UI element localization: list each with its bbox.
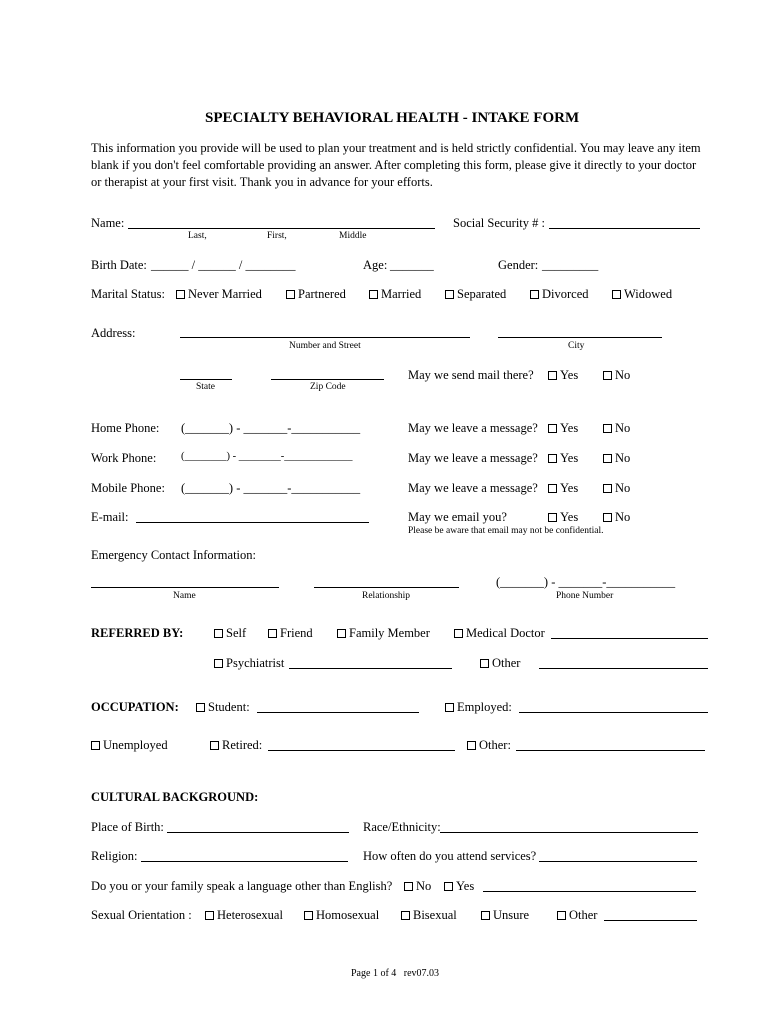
emergency-name-field[interactable] — [91, 587, 279, 588]
city-caption: City — [568, 341, 585, 351]
checkbox-icon[interactable] — [337, 629, 346, 638]
state-caption: State — [196, 382, 215, 392]
checkbox-icon[interactable] — [603, 484, 612, 493]
name-field[interactable] — [128, 228, 435, 229]
checkbox-icon[interactable] — [548, 484, 557, 493]
marital-married[interactable]: Married — [369, 287, 421, 302]
ssn-field[interactable] — [549, 228, 700, 229]
marital-divorced[interactable]: Divorced — [530, 287, 589, 302]
referred-other[interactable]: Other — [480, 656, 520, 671]
home-phone-field[interactable]: (_______) - _______-___________ — [181, 421, 361, 435]
checkbox-icon[interactable] — [467, 741, 476, 750]
name-last-caption: Last, — [188, 231, 207, 241]
race-ethnicity-field[interactable] — [440, 832, 698, 833]
zip-caption: Zip Code — [310, 382, 346, 392]
intro-paragraph: This information you provide will be used to plan your treatment and is held strictly confidential. You may leave any item blank if you don't feel comfortable providing an answer. After completing this form, please give it directly to your doctor or therapist at your first visit. Thank you in advance for your efforts. — [91, 141, 701, 189]
student-field[interactable] — [257, 712, 419, 713]
emergency-phone-caption: Phone Number — [556, 591, 614, 601]
orientation-heterosexual[interactable]: Heterosexual — [205, 908, 283, 923]
place-of-birth-field[interactable] — [167, 832, 349, 833]
emergency-relationship-field[interactable] — [314, 587, 459, 588]
emergency-relationship-caption: Relationship — [362, 591, 411, 601]
checkbox-icon[interactable] — [548, 454, 557, 463]
referred-by-label: REFERRED BY: — [91, 626, 184, 640]
checkbox-icon[interactable] — [480, 659, 489, 668]
home-message-yes[interactable]: Yes — [548, 421, 578, 436]
orientation-homosexual[interactable]: Homosexual — [304, 908, 379, 923]
work-phone-field[interactable]: (________) - ________-_____________ — [181, 451, 353, 462]
referred-family-member[interactable]: Family Member — [337, 626, 430, 641]
birth-date-field[interactable]: ______ / ______ / ________ — [151, 258, 296, 272]
mobile-message-no[interactable]: No — [603, 481, 630, 496]
employed-field[interactable] — [519, 712, 708, 713]
work-message-no[interactable]: No — [603, 451, 630, 466]
mobile-phone-field[interactable]: (_______) - _______-___________ — [181, 481, 361, 495]
sexual-orientation-label: Sexual Orientation : — [91, 908, 192, 922]
religion-label: Religion: — [91, 849, 138, 863]
city-field[interactable] — [498, 337, 662, 338]
work-phone-label: Work Phone: — [91, 451, 157, 465]
mobile-phone-label: Mobile Phone: — [91, 481, 165, 495]
checkbox-icon[interactable] — [369, 290, 378, 299]
orientation-other-field[interactable] — [604, 920, 697, 921]
page-number: Page 1 of 4 — [351, 968, 397, 979]
marital-status-label: Marital Status: — [91, 287, 165, 301]
ssn-label: Social Security # : — [453, 216, 545, 230]
orientation-bisexual[interactable]: Bisexual — [401, 908, 457, 923]
marital-widowed[interactable]: Widowed — [612, 287, 672, 302]
religion-field[interactable] — [141, 861, 348, 862]
retired-field[interactable] — [268, 750, 455, 751]
checkbox-icon[interactable] — [404, 882, 413, 891]
name-label: Name: — [91, 216, 125, 230]
orientation-other[interactable]: Other — [557, 908, 597, 923]
home-phone-label: Home Phone: — [91, 421, 160, 435]
referred-medical-doctor[interactable]: Medical Doctor — [454, 626, 545, 641]
emergency-phone-field[interactable]: (_______) - _______-___________ — [496, 575, 676, 589]
referred-psychiatrist[interactable]: Psychiatrist — [214, 656, 284, 671]
checkbox-icon[interactable] — [603, 454, 612, 463]
checkbox-icon[interactable] — [176, 290, 185, 299]
street-field[interactable] — [180, 337, 470, 338]
checkbox-icon[interactable] — [205, 911, 214, 920]
checkbox-icon[interactable] — [445, 703, 454, 712]
checkbox-icon[interactable] — [91, 741, 100, 750]
checkbox-icon[interactable] — [481, 911, 490, 920]
referred-self[interactable]: Self — [214, 626, 246, 641]
orientation-unsure[interactable]: Unsure — [481, 908, 529, 923]
checkbox-icon[interactable] — [612, 290, 621, 299]
marital-separated[interactable]: Separated — [445, 287, 506, 302]
email-label: E-mail: — [91, 510, 129, 524]
email-confidentiality-note: Please be aware that email may not be confidential. — [408, 526, 604, 536]
marital-partnered[interactable]: Partnered — [286, 287, 346, 302]
checkbox-icon[interactable] — [268, 629, 277, 638]
place-of-birth-label: Place of Birth: — [91, 820, 164, 834]
work-message-yes[interactable]: Yes — [548, 451, 578, 466]
services-question: How often do you attend services? — [363, 849, 537, 863]
checkbox-icon[interactable] — [196, 703, 205, 712]
referred-other-field[interactable] — [539, 668, 708, 669]
zip-field[interactable] — [271, 379, 384, 380]
state-field[interactable] — [180, 379, 232, 380]
checkbox-icon[interactable] — [603, 424, 612, 433]
work-message-question: May we leave a message? — [408, 451, 538, 465]
checkbox-icon[interactable] — [548, 424, 557, 433]
mobile-message-question: May we leave a message? — [408, 481, 538, 495]
age-label: Age: — [363, 258, 388, 272]
services-field[interactable] — [539, 861, 697, 862]
checkbox-icon[interactable] — [210, 741, 219, 750]
language-yes-option[interactable]: Yes — [444, 879, 474, 894]
checkbox-icon[interactable] — [557, 911, 566, 920]
gender-label: Gender: — [498, 258, 539, 272]
email-no-option[interactable]: No — [603, 510, 630, 525]
occupation-other[interactable]: Other: — [467, 738, 511, 753]
gender-field[interactable]: _________ — [542, 258, 599, 272]
occupation-unemployed[interactable]: Unemployed — [91, 738, 168, 753]
occupation-employed[interactable]: Employed: — [445, 700, 512, 715]
checkbox-icon[interactable] — [603, 371, 612, 380]
checkbox-icon[interactable] — [445, 290, 454, 299]
footer — [351, 968, 439, 979]
occupation-retired[interactable]: Retired: — [210, 738, 262, 753]
marital-never-married[interactable]: Never Married — [176, 287, 262, 302]
checkbox-icon[interactable] — [444, 882, 453, 891]
checkbox-icon[interactable] — [214, 659, 223, 668]
medical-doctor-field[interactable] — [551, 638, 708, 639]
referred-friend[interactable]: Friend — [268, 626, 313, 641]
revision: rev07.03 — [403, 968, 440, 979]
checkbox-icon[interactable] — [286, 290, 295, 299]
checkbox-icon[interactable] — [454, 629, 463, 638]
occupation-other-field[interactable] — [516, 750, 705, 751]
psychiatrist-field[interactable] — [289, 668, 452, 669]
mobile-message-yes[interactable]: Yes — [548, 481, 578, 496]
checkbox-icon[interactable] — [401, 911, 410, 920]
email-yes-option[interactable]: Yes — [548, 510, 578, 525]
checkbox-icon[interactable] — [548, 371, 557, 380]
language-field[interactable] — [483, 891, 696, 892]
checkbox-icon[interactable] — [530, 290, 539, 299]
name-middle-caption: Middle — [339, 231, 367, 241]
mail-question: May we send mail there? — [408, 368, 534, 382]
checkbox-icon[interactable] — [214, 629, 223, 638]
language-no-option[interactable]: No — [404, 879, 431, 894]
language-question: Do you or your family speak a language other than English? — [91, 879, 393, 893]
emergency-name-caption: Name — [173, 591, 196, 601]
name-first-caption: First, — [267, 231, 287, 241]
mail-no-option[interactable]: No — [603, 368, 630, 383]
form-title: SPECIALTY BEHAVIORAL HEALTH - INTAKE FORM — [205, 110, 580, 126]
occupation-label: OCCUPATION: — [91, 700, 179, 714]
age-field[interactable]: _______ — [390, 258, 434, 272]
email-question: May we email you? — [408, 510, 507, 524]
street-caption: Number and Street — [289, 341, 361, 351]
race-ethnicity-label: Race/Ethnicity: — [363, 820, 441, 834]
home-message-no[interactable]: No — [603, 421, 630, 436]
mail-yes-option[interactable]: Yes — [548, 368, 578, 383]
cultural-background-label: CULTURAL BACKGROUND: — [91, 790, 259, 804]
address-label: Address: — [91, 326, 136, 340]
email-field[interactable] — [136, 522, 369, 523]
emergency-contact-label: Emergency Contact Information: — [91, 548, 256, 562]
checkbox-icon[interactable] — [304, 911, 313, 920]
checkbox-icon[interactable] — [603, 513, 612, 522]
home-message-question: May we leave a message? — [408, 421, 538, 435]
birth-date-label: Birth Date: — [91, 258, 147, 272]
checkbox-icon[interactable] — [548, 513, 557, 522]
occupation-student[interactable]: Student: — [196, 700, 250, 715]
